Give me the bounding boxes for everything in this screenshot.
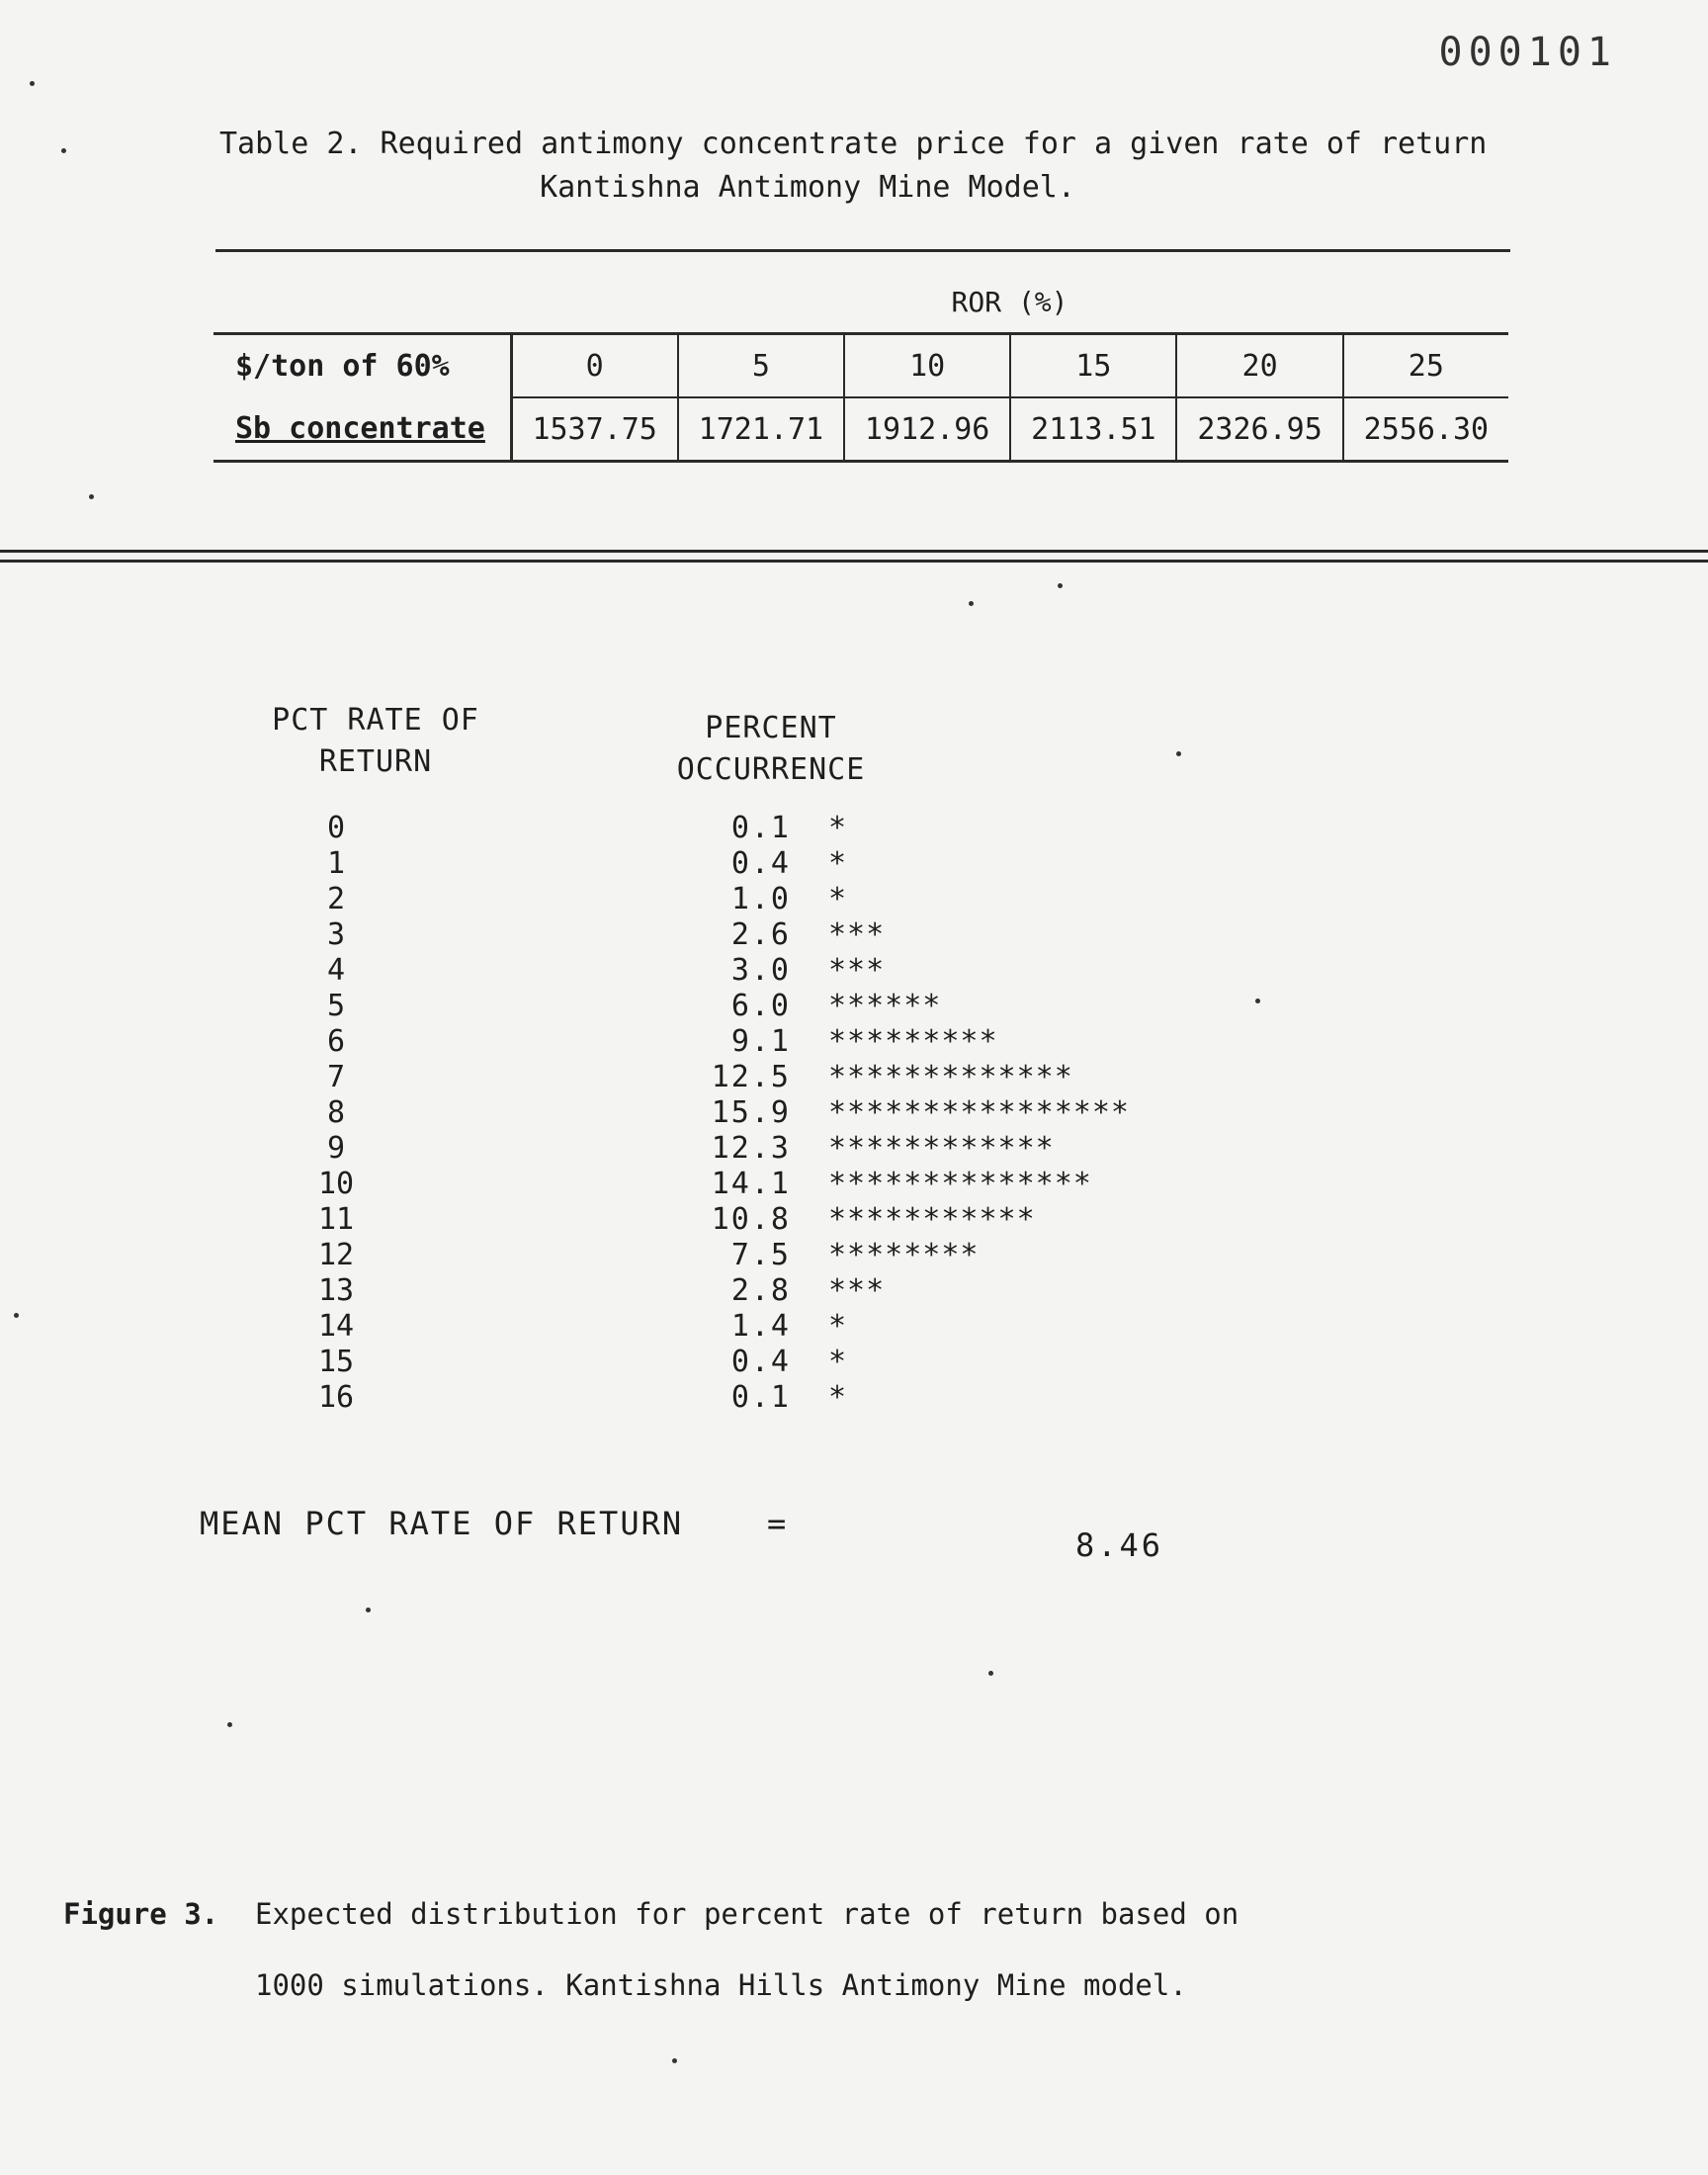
ror-value: 3: [326, 917, 346, 952]
asterisk-bar: *********: [828, 1024, 998, 1059]
scan-speck: [969, 601, 974, 606]
ror-value: 11: [317, 1202, 355, 1237]
scan-speck: [1255, 999, 1260, 1003]
price-value: 1721.71: [678, 397, 844, 462]
ror-value: 14: [317, 1309, 355, 1344]
row-label-bottom: Sb concentrate: [214, 397, 511, 462]
percent-occurrence-header: [633, 708, 909, 791]
ror-value: 15: [1010, 334, 1176, 398]
ror-value: 0: [326, 811, 346, 845]
ror-value: 1: [326, 846, 346, 881]
price-value: 1537.75: [511, 397, 678, 462]
histogram-row: [0, 1309, 1708, 1345]
price-value: 2113.51: [1010, 397, 1176, 462]
table-top-rule: [215, 249, 1510, 252]
mean-value: 8.46: [1075, 1526, 1164, 1564]
histogram-row: [0, 1380, 1708, 1416]
ror-header: ROR (%): [951, 285, 1068, 318]
histogram-row: [0, 1060, 1708, 1095]
asterisk-bar: *: [828, 1309, 848, 1344]
scan-speck: [366, 1608, 371, 1612]
price-value: 2326.95: [1176, 397, 1342, 462]
asterisk-bar: ***********: [828, 1202, 1036, 1237]
percent-value: 6.0: [730, 989, 791, 1023]
percent-value: 7.5: [730, 1238, 791, 1272]
percent-value: 1.4: [730, 1309, 791, 1344]
ror-value: 10: [844, 334, 1010, 398]
histogram-row: [0, 1273, 1708, 1309]
percent-value: 12.3: [711, 1131, 791, 1166]
ror-value: 9: [326, 1131, 346, 1166]
scan-speck: [227, 1722, 232, 1727]
ror-value: 15: [317, 1345, 355, 1379]
histogram-row: [0, 1345, 1708, 1380]
figure-3-caption-line1: Expected distribution for percent rate of return based on: [255, 1897, 1239, 1931]
histogram-row: [0, 917, 1708, 953]
percent-value: 0.1: [730, 1380, 791, 1415]
asterisk-bar: ***: [828, 917, 886, 952]
section-divider-bottom: [0, 560, 1708, 563]
table-2-title: [219, 123, 1554, 210]
page-number: 000101: [1438, 30, 1617, 75]
histogram-row: [0, 1238, 1708, 1273]
asterisk-bar: ************: [828, 1131, 1055, 1166]
table-2-title-line2: Kantishna Antimony Mine Model.: [540, 170, 1075, 205]
percent-value: 1.0: [730, 882, 791, 916]
ror-value: 0: [511, 334, 678, 398]
scan-speck: [988, 1671, 993, 1676]
scan-speck: [30, 81, 35, 86]
figure-3-caption-line2: 1000 simulations. Kantishna Hills Antimony Mine model.: [255, 1968, 1187, 2002]
ror-value: 5: [678, 334, 844, 398]
scan-speck: [14, 1313, 19, 1318]
scan-speck: [89, 494, 94, 499]
pct-rate-header-line2: RETURN: [318, 744, 433, 779]
mean-label: MEAN PCT RATE OF RETURN: [200, 1505, 684, 1542]
percent-value: 0.4: [730, 846, 791, 881]
table-2-title-line1: Table 2. Required antimony concentrate price for a given rate of return: [219, 127, 1488, 161]
ror-value: 12: [317, 1238, 355, 1272]
asterisk-bar: **************: [828, 1167, 1092, 1201]
ror-value: 6: [326, 1024, 346, 1059]
histogram-row: [0, 882, 1708, 917]
ror-value: 7: [326, 1060, 346, 1094]
histogram-row: [0, 1167, 1708, 1202]
percent-value: 2.8: [730, 1273, 791, 1308]
price-value: 2556.30: [1343, 397, 1508, 462]
ror-value: 10: [317, 1167, 355, 1201]
ror-value: 4: [326, 953, 346, 988]
ror-value: 16: [317, 1380, 355, 1415]
percent-value: 15.9: [711, 1095, 791, 1130]
histogram-row: [0, 1131, 1708, 1167]
figure-3-label: Figure 3.: [63, 1897, 219, 1931]
percent-value: 14.1: [711, 1167, 791, 1201]
percent-value: 2.6: [730, 917, 791, 952]
asterisk-bar: ****************: [828, 1095, 1130, 1130]
scan-speck: [61, 148, 66, 153]
histogram-row: [0, 989, 1708, 1024]
percent-value: 0.1: [730, 811, 791, 845]
scan-speck: [1176, 751, 1181, 756]
asterisk-bar: *: [828, 846, 848, 881]
asterisk-bar: *: [828, 882, 848, 916]
row-label-top: $/ton of 60%: [214, 334, 511, 398]
ror-value: 8: [326, 1095, 346, 1130]
asterisk-bar: ***: [828, 1273, 886, 1308]
percent-occurrence-header-line2: OCCURRENCE: [676, 752, 866, 787]
histogram-row: [0, 1095, 1708, 1131]
price-value: 1912.96: [844, 397, 1010, 462]
mean-equals: =: [767, 1505, 787, 1542]
asterisk-bar: ***: [828, 953, 886, 988]
antimony-price-table: [214, 271, 1508, 463]
asterisk-bar: *: [828, 1380, 848, 1415]
percent-occurrence-header-line1: PERCENT: [705, 711, 837, 745]
asterisk-bar: ********: [828, 1238, 980, 1272]
asterisk-bar: *: [828, 811, 848, 845]
percent-value: 3.0: [730, 953, 791, 988]
percent-value: 12.5: [711, 1060, 791, 1094]
histogram-row: [0, 953, 1708, 989]
section-divider-top: [0, 550, 1708, 553]
histogram-row: [0, 811, 1708, 846]
pct-rate-header-line1: PCT RATE OF: [272, 703, 479, 738]
percent-value: 9.1: [730, 1024, 791, 1059]
scan-speck: [672, 2058, 677, 2063]
asterisk-bar: ******: [828, 989, 942, 1023]
ror-value: 2: [326, 882, 346, 916]
percent-value: 0.4: [730, 1345, 791, 1379]
histogram-row: [0, 1024, 1708, 1060]
pct-rate-header: [237, 700, 514, 783]
scan-speck: [1058, 583, 1063, 588]
asterisk-bar: *************: [828, 1060, 1073, 1094]
histogram-row: [0, 846, 1708, 882]
ror-value: 5: [326, 989, 346, 1023]
figure-3-caption: [63, 1878, 1238, 2021]
asterisk-bar: *: [828, 1345, 848, 1379]
histogram-row: [0, 1202, 1708, 1238]
ror-value: 25: [1343, 334, 1508, 398]
ror-value: 20: [1176, 334, 1342, 398]
ror-value: 13: [317, 1273, 355, 1308]
percent-value: 10.8: [711, 1202, 791, 1237]
